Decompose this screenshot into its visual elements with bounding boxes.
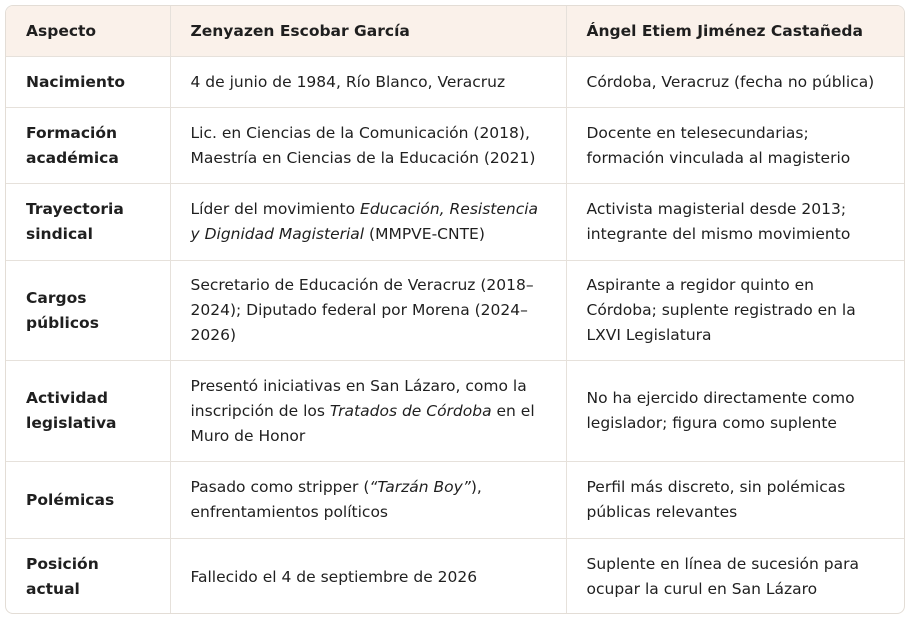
header-angel: Ángel Etiem Jiménez Castañeda bbox=[566, 6, 904, 57]
cell-text: en el Muro de Honor bbox=[190, 401, 535, 445]
header-zenyazen: Zenyazen Escobar García bbox=[170, 6, 566, 57]
treaty-name: Tratados de Córdoba bbox=[329, 401, 492, 420]
table-row bbox=[6, 462, 904, 539]
zenyazen-cell: 4 de junio de 1984, Río Blanco, Veracruz bbox=[170, 57, 566, 108]
zenyazen-cell bbox=[170, 462, 566, 539]
table-row bbox=[6, 57, 904, 108]
angel-cell: Córdoba, Veracruz (fecha no pública) bbox=[566, 57, 904, 108]
row-aspect: Posición actual bbox=[6, 539, 170, 615]
row-aspect: Nacimiento bbox=[6, 57, 170, 108]
angel-cell: Docente en telesecundarias; formación vinculada al magisterio bbox=[566, 108, 904, 184]
nickname: “Tarzán Boy” bbox=[369, 478, 471, 496]
angel-cell: Aspirante a regidor quinto en Córdoba; suplente registrado en la LXVI Legislatura bbox=[566, 261, 904, 361]
zenyazen-cell: Lic. en Ciencias de la Comunicación (2018), Maestría en Ciencias de la Educación (2021) bbox=[170, 108, 566, 184]
table-row bbox=[6, 261, 904, 361]
movement-name: Educación, Resistencia y Dignidad Magisterial bbox=[190, 200, 539, 243]
zenyazen-cell bbox=[170, 361, 566, 462]
zenyazen-cell: Secretario de Educación de Veracruz (2018–2024); Diputado federal por Morena (2024–2026) bbox=[170, 261, 566, 361]
cell-text: ), enfrentamientos políticos bbox=[190, 478, 482, 521]
row-aspect: Cargos públicos bbox=[6, 261, 170, 361]
cell-text: Líder del movimiento bbox=[190, 200, 361, 218]
zenyazen-cell: Fallecido el 4 de septiembre de 2026 bbox=[170, 539, 566, 615]
cell-text: Presentó iniciativas en San Lázaro, como la inscripción de los bbox=[190, 376, 527, 420]
cell-text: (MMPVE-CNTE) bbox=[364, 225, 485, 243]
angel-cell: Activista magisterial desde 2013; integrante del mismo movimiento bbox=[566, 184, 904, 261]
table-row bbox=[6, 108, 904, 184]
zenyazen-cell bbox=[170, 184, 566, 261]
table-row bbox=[6, 184, 904, 261]
table-row bbox=[6, 539, 904, 615]
comparison-table bbox=[6, 6, 904, 614]
comparison-table-container bbox=[5, 5, 905, 614]
row-aspect: Polémicas bbox=[6, 462, 170, 539]
angel-cell: Suplente en línea de sucesión para ocupar la curul en San Lázaro bbox=[586, 555, 859, 598]
angel-cell: Perfil más discreto, sin polémicas públicas relevantes bbox=[566, 462, 904, 539]
cell-text: Pasado como stripper ( bbox=[190, 478, 370, 496]
row-aspect: Formación académica bbox=[6, 108, 170, 184]
table-header-row bbox=[6, 6, 904, 57]
row-aspect: Trayectoria sindical bbox=[6, 184, 170, 261]
header-aspect: Aspecto bbox=[6, 6, 170, 57]
table-row bbox=[6, 361, 904, 462]
row-aspect: Actividad legislativa bbox=[6, 361, 170, 462]
angel-cell: No ha ejercido directamente como legislador; figura como suplente bbox=[566, 361, 904, 462]
